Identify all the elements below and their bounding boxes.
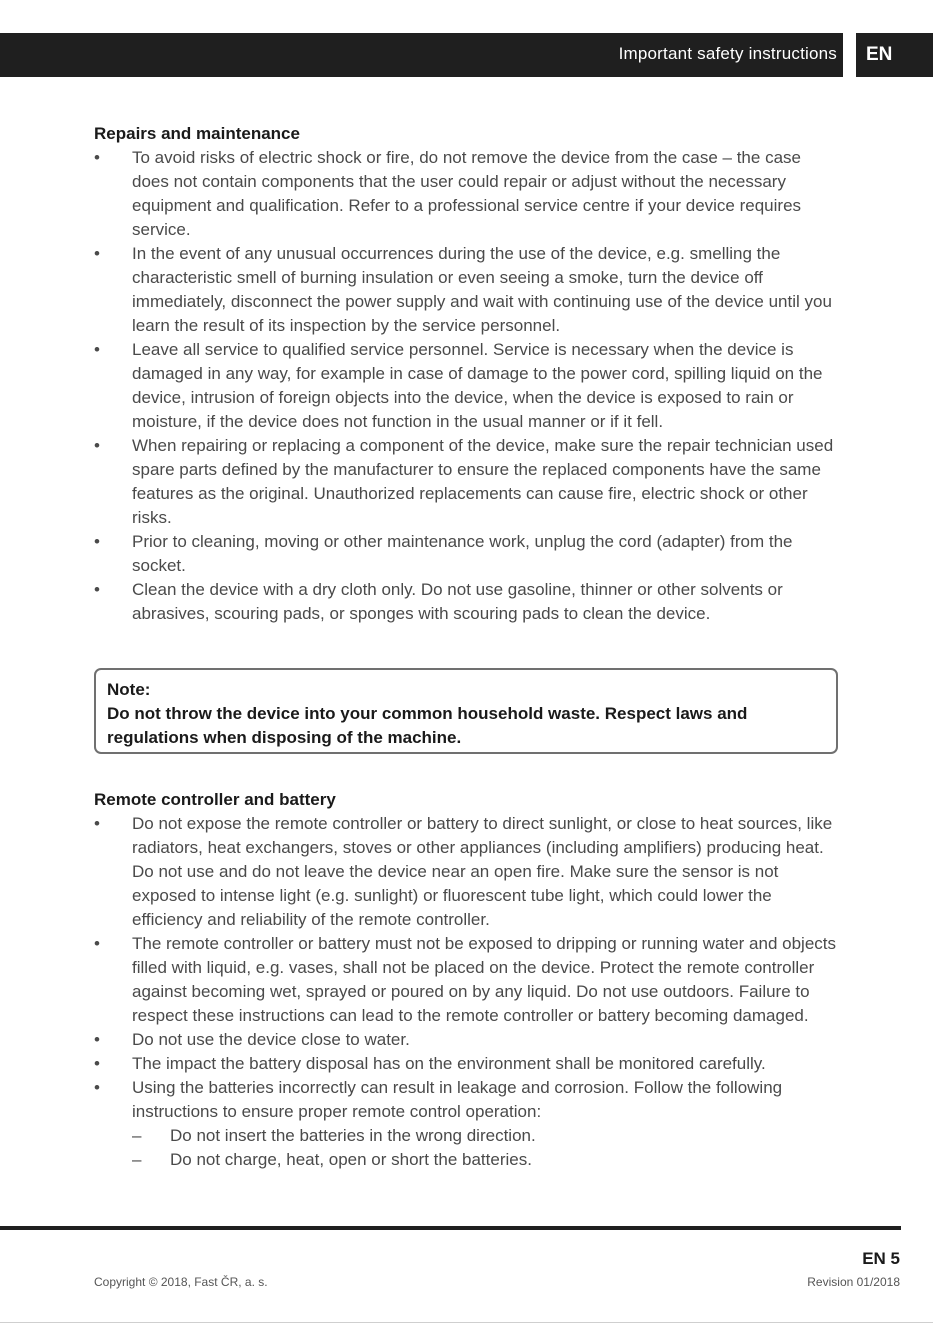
sub-list-item bbox=[94, 1124, 839, 1148]
list-item-text: In the event of any unusual occurrences during the use of the device, e.g. smelling the characteristic smell of burning insulation or even seeing a smoke, turn the device off immediately, disconnect the power supply and wait with continuing use of the device until you learn the result of its inspection by the service personnel. bbox=[132, 244, 832, 335]
list-item bbox=[94, 242, 839, 338]
bullet-icon: • bbox=[94, 532, 100, 551]
copyright-text: Copyright © 2018, Fast ČR, a. s. bbox=[94, 1275, 268, 1289]
list-item-text: Do not expose the remote controller or battery to direct sunlight, or close to heat sources, like radiators, heat exchangers, stoves or other appliances (including amplifiers) producing heat. Do not use and do not leave the device near an open fire. Make sure the sensor is not exposed to intense light (e.g. sunlight) or fluorescent tube light, which could lower the efficiency and reliability of the remote controller. bbox=[132, 814, 833, 929]
repairs-section bbox=[94, 122, 839, 626]
list-item bbox=[94, 1076, 839, 1172]
list-item-text: The impact the battery disposal has on the environment shall be monitored carefully. bbox=[132, 1054, 766, 1073]
list-item-text: Prior to cleaning, moving or other maintenance work, unplug the cord (adapter) from the socket. bbox=[132, 532, 793, 575]
sub-list-item-text: Do not charge, heat, open or short the batteries. bbox=[170, 1150, 532, 1169]
bullet-icon: • bbox=[94, 1030, 100, 1049]
language-label: EN bbox=[866, 44, 893, 65]
list-item-text: Leave all service to qualified service personnel. Service is necessary when the device is damaged in any way, for example in case of damage to the power cord, spilling liquid on the device, intrusion of foreign objects into the device, when the device is exposed to rain or moisture, if the device does not function in the usual manner or if it fell. bbox=[132, 340, 823, 431]
footer-divider bbox=[0, 1226, 901, 1230]
bullet-icon: • bbox=[94, 1054, 100, 1073]
remote-section bbox=[94, 788, 839, 1172]
sub-list-item-text: Do not insert the batteries in the wrong direction. bbox=[170, 1126, 536, 1145]
note-text: Do not throw the device into your common household waste. Respect laws and regulations when disposing of the machine. bbox=[107, 704, 748, 747]
repairs-list bbox=[94, 146, 839, 626]
dash-icon: – bbox=[132, 1150, 142, 1169]
bullet-icon: • bbox=[94, 814, 100, 833]
note-title: Note: bbox=[107, 680, 151, 699]
remote-list bbox=[94, 812, 839, 1172]
bullet-icon: • bbox=[94, 580, 100, 599]
list-item bbox=[94, 1052, 839, 1076]
bullet-icon: • bbox=[94, 340, 100, 359]
bullet-icon: • bbox=[94, 244, 100, 263]
note-box bbox=[94, 668, 838, 754]
bullet-icon: • bbox=[94, 1078, 100, 1097]
list-item bbox=[94, 434, 839, 530]
list-item bbox=[94, 338, 839, 434]
remote-sub-list bbox=[94, 1124, 839, 1172]
list-item-text: Using the batteries incorrectly can result in leakage and corrosion. Follow the following instructions to ensure proper remote control operation: bbox=[132, 1078, 783, 1121]
language-badge bbox=[856, 33, 933, 77]
bullet-icon: • bbox=[94, 436, 100, 455]
list-item bbox=[94, 1028, 839, 1052]
list-item-text: When repairing or replacing a component of the device, make sure the repair technician used spare parts defined by the manufacturer to ensure the replaced components have the same features as the original. Unauthorized replacements can cause fire, electric shock or other risks. bbox=[132, 436, 834, 527]
repairs-heading: Repairs and maintenance bbox=[94, 124, 300, 143]
remote-heading: Remote controller and battery bbox=[94, 790, 336, 809]
header-title: Important safety instructions bbox=[618, 44, 837, 63]
list-item bbox=[94, 812, 839, 932]
bottom-divider bbox=[0, 1322, 933, 1323]
revision-text: Revision 01/2018 bbox=[807, 1275, 900, 1289]
bullet-icon: • bbox=[94, 934, 100, 953]
list-item-text: Clean the device with a dry cloth only. Do not use gasoline, thinner or other solvents or abrasives, scouring pads, or sponges with scouring pads to clean the device. bbox=[132, 580, 783, 623]
list-item bbox=[94, 578, 839, 626]
list-item bbox=[94, 932, 839, 1028]
header-bar bbox=[0, 33, 843, 77]
sub-list-item bbox=[94, 1148, 839, 1172]
list-item-text: Do not use the device close to water. bbox=[132, 1030, 410, 1049]
page-number: EN 5 bbox=[862, 1249, 900, 1268]
list-item bbox=[94, 146, 839, 242]
list-item-text: To avoid risks of electric shock or fire, do not remove the device from the case – the case does not contain components that the user could repair or adjust without the necessary equipment and qualification. Refer to a professional service centre if your device requires service. bbox=[132, 148, 802, 239]
list-item-text: The remote controller or battery must not be exposed to dripping or running water and objects filled with liquid, e.g. vases, shall not be placed on the device. Protect the remote controller against becoming wet, sprayed or poured on by any liquid. Do not use outdoors. Failure to respect these instructions can lead to the remote controller or battery becoming damaged. bbox=[132, 934, 836, 1025]
dash-icon: – bbox=[132, 1126, 142, 1145]
bullet-icon: • bbox=[94, 148, 100, 167]
list-item bbox=[94, 530, 839, 578]
